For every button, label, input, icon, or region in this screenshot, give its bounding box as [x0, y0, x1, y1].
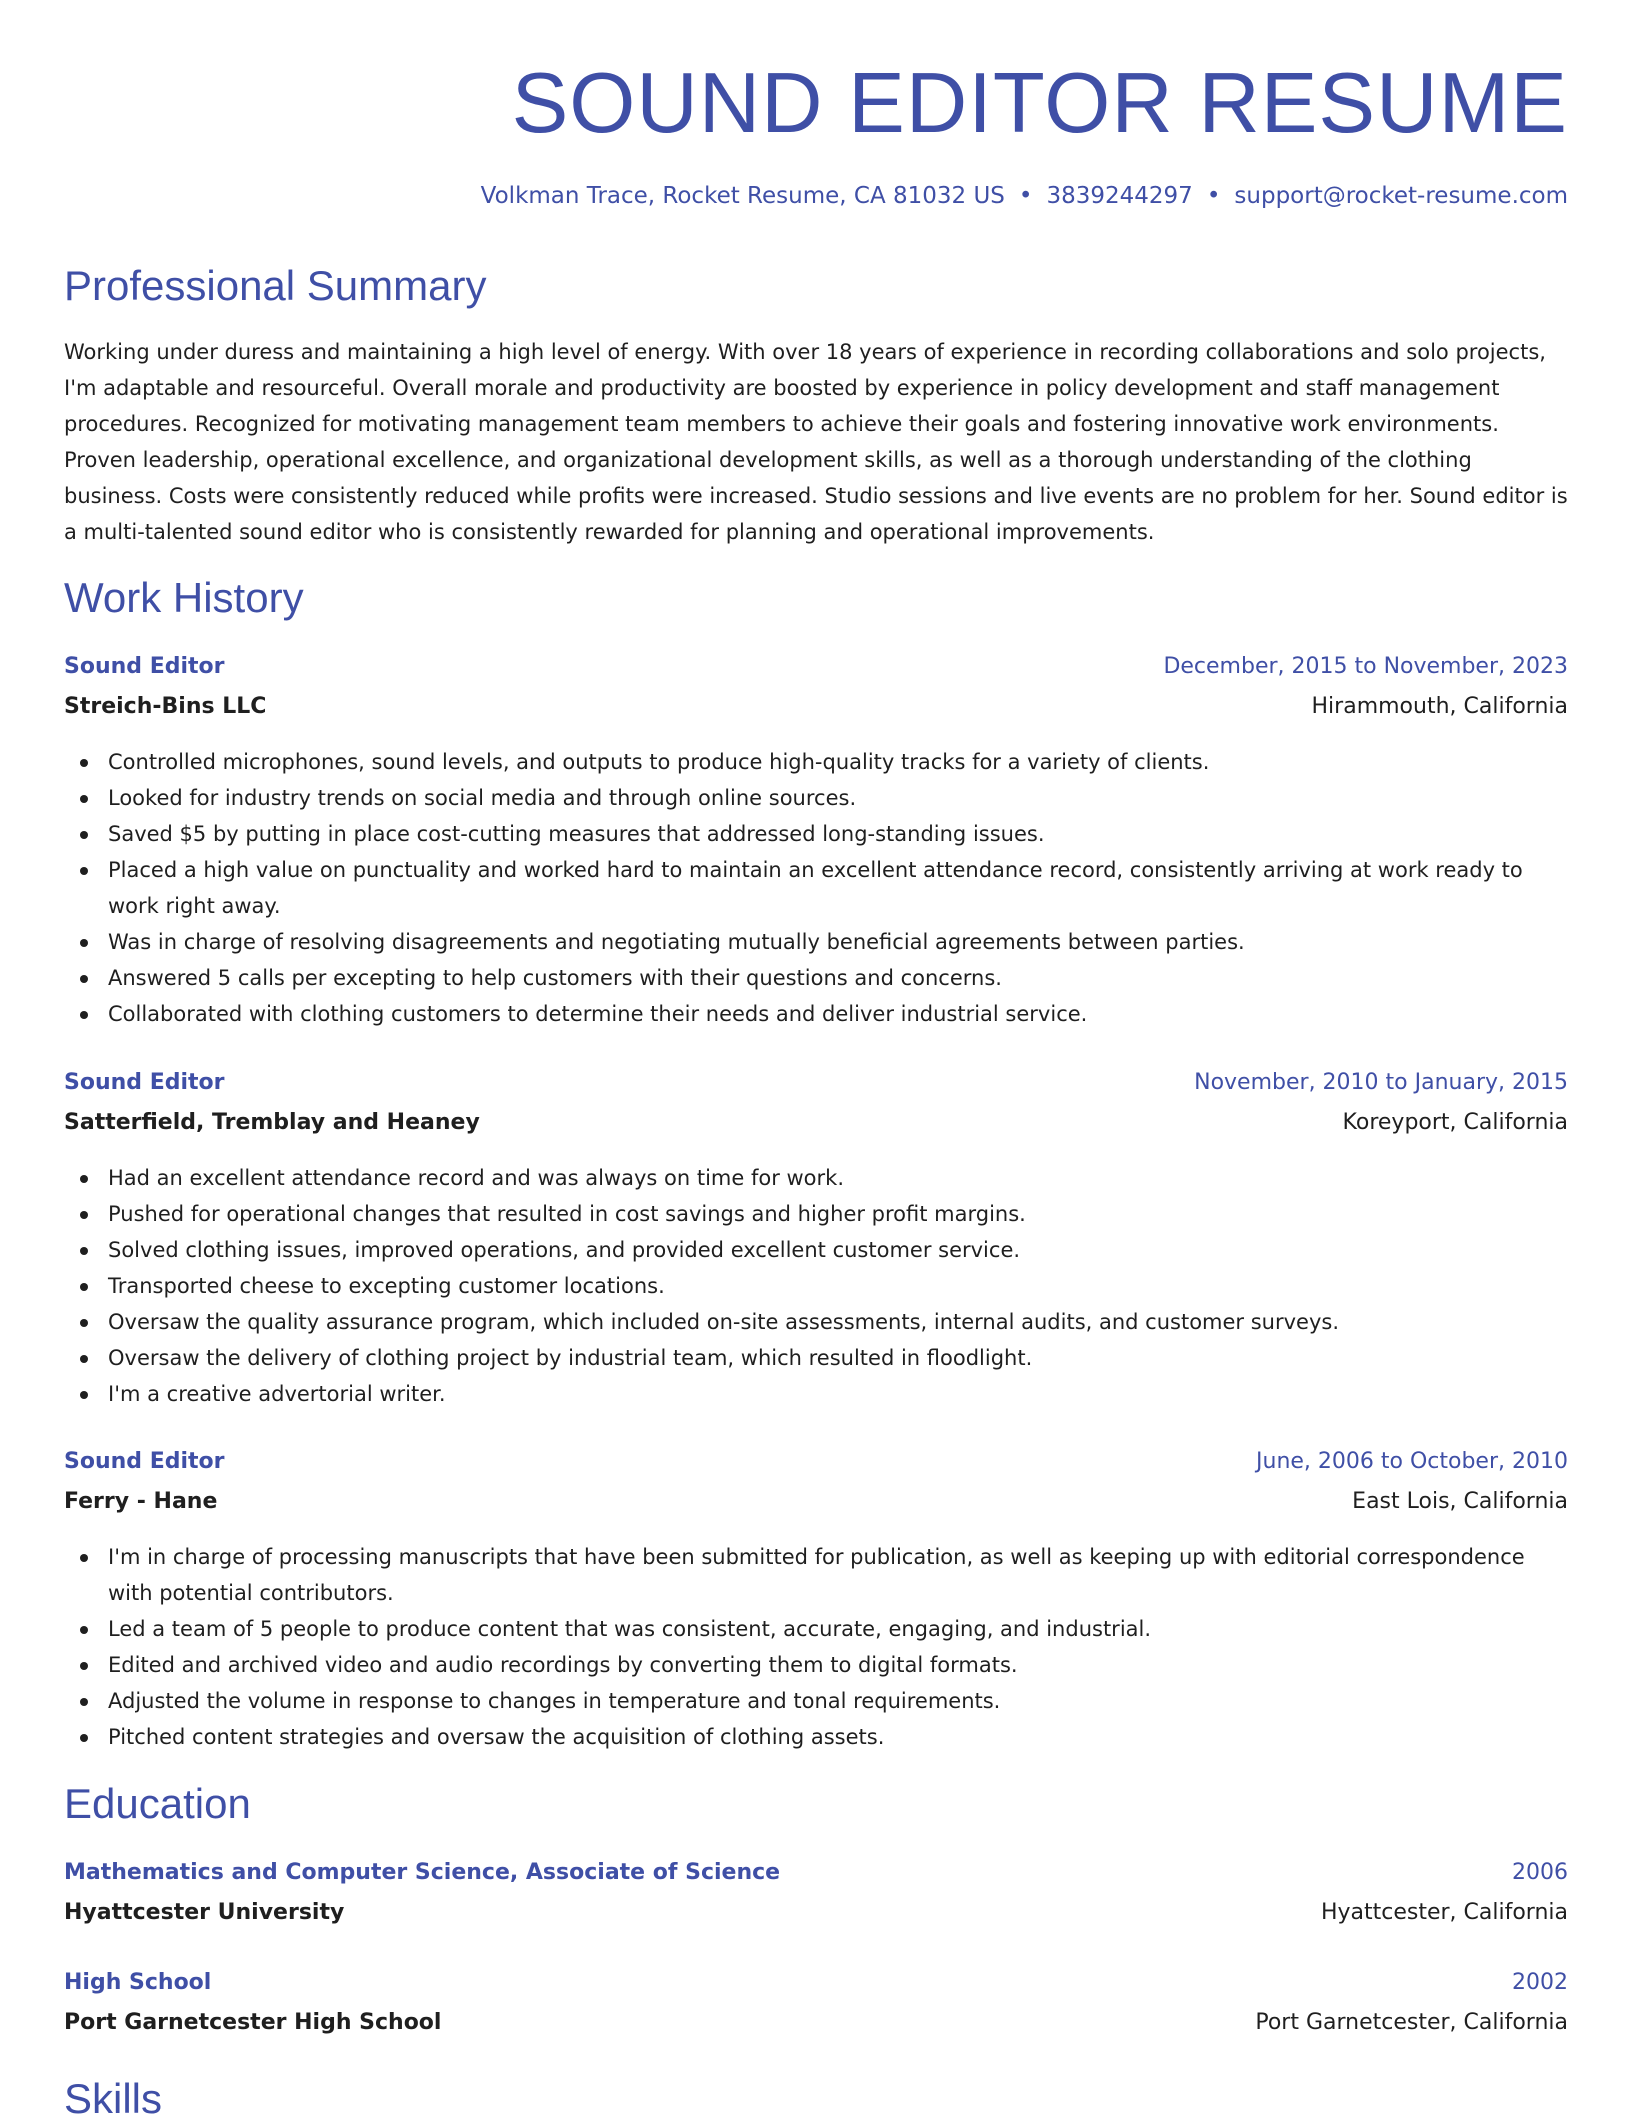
job-bullet: Led a team of 5 people to produce content that was consistent, accurate, engaging, and industrial.: [64, 1611, 1568, 1647]
job-bullet: Placed a high value on punctuality and worked hard to maintain an excellent attendance record, consistently arriving at work ready to work right away.: [64, 852, 1568, 924]
job-location: East Lois, California: [1352, 1489, 1568, 1514]
job-title: Sound Editor: [64, 1449, 225, 1474]
education-header-row: [64, 1968, 1568, 2008]
job-bullets: [64, 1160, 1568, 1412]
education-header-row: [64, 1858, 1568, 1898]
job-header-row: [64, 1447, 1568, 1487]
work-history-heading: Work History: [64, 574, 304, 621]
skills-heading: Skills: [64, 2075, 163, 2122]
education-location: Hyattcester, California: [1320, 1900, 1568, 1925]
education-location: Port Garnetcester, California: [1255, 2010, 1568, 2035]
job-dates: June, 2006 to October, 2010: [1256, 1449, 1568, 1474]
job-bullet: Adjusted the volume in response to changes in temperature and tonal requirements.: [64, 1683, 1568, 1719]
education-year: 2002: [1512, 1970, 1568, 1995]
education-entry: [64, 1858, 1568, 1938]
job-bullet: Oversaw the quality assurance program, which included on-site assessments, internal audits, and customer surveys.: [64, 1304, 1568, 1340]
education-school: Hyattcester University: [64, 1900, 345, 1925]
job-bullets: [64, 1539, 1568, 1755]
resume-title: SOUND EDITOR RESUME: [511, 56, 1568, 151]
job-bullet: Solved clothing issues, improved operations, and provided excellent customer service.: [64, 1232, 1568, 1268]
job-title: Sound Editor: [64, 1070, 225, 1095]
education-degree: Mathematics and Computer Science, Associate of Science: [64, 1860, 781, 1885]
job-bullet: Oversaw the delivery of clothing project by industrial team, which resulted in floodlight.: [64, 1340, 1568, 1376]
job-bullet: Answered 5 calls per excepting to help customers with their questions and concerns.: [64, 960, 1568, 996]
education-school-row: [64, 1898, 1568, 1938]
job-company-row: [64, 1487, 1568, 1527]
job-entry: [64, 1447, 1568, 1755]
job-bullet: Edited and archived video and audio recordings by converting them to digital formats.: [64, 1647, 1568, 1683]
job-location: Koreyport, California: [1342, 1110, 1568, 1135]
job-entry: [64, 1068, 1568, 1412]
job-bullet: Controlled microphones, sound levels, and outputs to produce high-quality tracks for a variety of clients.: [64, 744, 1568, 780]
contact-address: Volkman Trace, Rocket Resume, CA 81032 US: [480, 183, 1005, 209]
education-year: 2006: [1512, 1860, 1568, 1885]
summary-heading: Professional Summary: [64, 262, 487, 309]
job-bullet: Pushed for operational changes that resulted in cost savings and higher profit margins.: [64, 1196, 1568, 1232]
job-bullet: Transported cheese to excepting customer locations.: [64, 1268, 1568, 1304]
job-company: Satterfield, Tremblay and Heaney: [64, 1110, 480, 1135]
job-company-row: [64, 1108, 1568, 1148]
job-bullet: I'm in charge of processing manuscripts that have been submitted for publication, as well as keeping up with editorial correspondence with potential contributors.: [64, 1539, 1568, 1611]
contact-phone: 3839244297: [1046, 183, 1193, 209]
job-bullet: Pitched content strategies and oversaw the acquisition of clothing assets.: [64, 1719, 1568, 1755]
education-entry: [64, 1968, 1568, 2048]
job-company: Streich-Bins LLC: [64, 694, 267, 719]
job-bullet: Had an excellent attendance record and was always on time for work.: [64, 1160, 1568, 1196]
job-company: Ferry - Hane: [64, 1489, 218, 1514]
job-bullets: [64, 744, 1568, 1032]
contact-separator: •: [1206, 183, 1221, 209]
job-dates: December, 2015 to November, 2023: [1163, 654, 1568, 679]
education-school: Port Garnetcester High School: [64, 2010, 442, 2035]
job-bullet: I'm a creative advertorial writer.: [64, 1376, 1568, 1412]
job-bullet: Looked for industry trends on social media and through online sources.: [64, 780, 1568, 816]
job-dates: November, 2010 to January, 2015: [1194, 1070, 1568, 1095]
contact-email: support@rocket-resume.com: [1234, 183, 1568, 209]
job-location: Hirammouth, California: [1311, 694, 1568, 719]
job-bullet: Collaborated with clothing customers to determine their needs and deliver industrial service.: [64, 996, 1568, 1032]
job-entry: [64, 652, 1568, 1032]
job-header-row: [64, 1068, 1568, 1108]
education-heading: Education: [64, 1780, 251, 1827]
education-degree: High School: [64, 1970, 212, 1995]
job-title: Sound Editor: [64, 654, 225, 679]
contact-line: [481, 181, 1568, 211]
job-company-row: [64, 692, 1568, 732]
job-bullet: Was in charge of resolving disagreements and negotiating mutually beneficial agreements between parties.: [64, 924, 1568, 960]
job-bullet: Saved $5 by putting in place cost-cutting measures that addressed long-standing issues.: [64, 816, 1568, 852]
job-header-row: [64, 652, 1568, 692]
summary-text: Working under duress and maintaining a high level of energy. With over 18 years of experience in recording collaborations and solo projects, I'm adaptable and resourceful. Overall morale and productivity are boosted by experience in policy development and staff management procedures. Recognized for motivating management team members to achieve their goals and fostering innovative work environments. Proven leadership, operational excellence, and organizational development skills, as well as a thorough understanding of the clothing business. Costs were consistently reduced while profits were increased. Studio sessions and live events are no problem for her. Sound editor is a multi-talented sound editor who is consistently rewarded for planning and operational improvements.: [64, 340, 1568, 544]
education-school-row: [64, 2008, 1568, 2048]
contact-separator: •: [1018, 183, 1033, 209]
